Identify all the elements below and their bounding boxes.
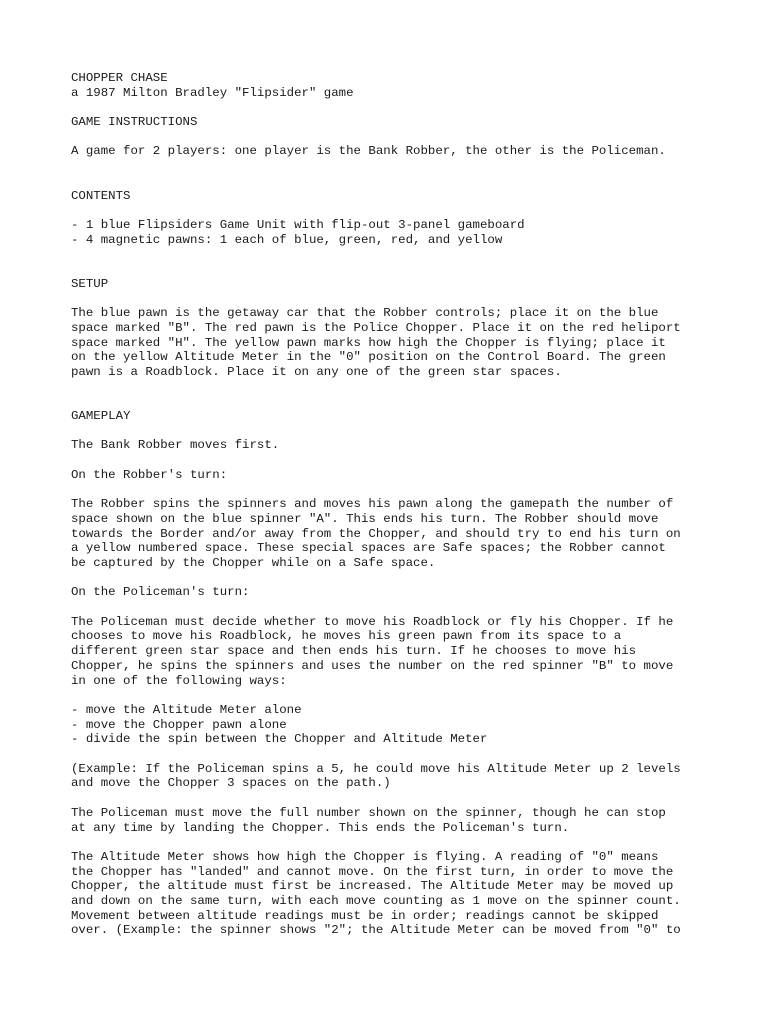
subheading-robber-turn: On the Robber's turn: (71, 467, 228, 482)
intro-text: A game for 2 players: one player is the Bank Robber, the other is the Policeman. (71, 144, 666, 159)
blank-line (71, 424, 711, 439)
altitude-meter-text: The Altitude Meter shows how high the Chopper is flying. A reading of "0" means (71, 849, 659, 864)
blank-line (71, 159, 711, 174)
setup-text: pawn is a Roadblock. Place it on any one of the green star spaces. (71, 364, 562, 379)
contents-item: - 1 blue Flipsiders Game Unit with flip-out 3-panel gameboard (71, 217, 525, 232)
heading-contents: CONTENTS (71, 188, 131, 203)
subheading-policeman-turn: On the Policeman's turn: (71, 585, 250, 600)
heading-gameplay: GAMEPLAY (71, 409, 131, 424)
blank-line (71, 688, 711, 703)
move-option-item: - move the Altitude Meter alone (71, 702, 302, 717)
blank-line (71, 130, 711, 145)
blank-line (71, 100, 711, 115)
contents-item: - 4 magnetic pawns: 1 each of blue, green, red, and yellow (71, 232, 503, 247)
blank-line (71, 380, 711, 395)
policeman-turn-text: chooses to move his Roadblock, he moves his green pawn from its space to a (71, 629, 622, 644)
move-option-item: - move the Chopper pawn alone (71, 717, 287, 732)
policeman-turn-text: different green star space and then ends his turn. If he chooses to move his (71, 644, 637, 659)
blank-line (71, 571, 711, 586)
robber-turn-text: be captured by the Chopper while on a Safe space. (71, 556, 436, 570)
blank-line (71, 835, 711, 850)
setup-text: space marked "B". The red pawn is the Police Chopper. Place it on the red heliport (71, 320, 681, 335)
altitude-meter-text: over. (Example: the spinner shows "2"; the Altitude Meter can be moved from "0" to (71, 923, 681, 938)
blank-line (71, 791, 711, 806)
blank-line (71, 747, 711, 762)
example-text: and move the Chopper 3 spaces on the path.) (71, 776, 391, 791)
policeman-turn-text: The Policeman must decide whether to move his Roadblock or fly his Chopper. If he (71, 614, 674, 629)
blank-line (71, 262, 711, 277)
heading-game-instructions: GAME INSTRUCTIONS (71, 115, 198, 130)
blank-line (71, 203, 711, 218)
gameplay-text: The Bank Robber moves first. (71, 438, 280, 453)
robber-turn-text: a yellow numbered space. These special spaces are Safe spaces; the Robber cannot (71, 541, 666, 556)
policeman-rule-text: at any time by landing the Chopper. This ends the Policeman's turn. (71, 820, 570, 835)
setup-text: on the yellow Altitude Meter in the "0" position on the Control Board. The green (71, 350, 666, 365)
blank-line (71, 483, 711, 498)
altitude-meter-text: Chopper, the altitude must first be increased. The Altitude Meter may be moved up (71, 879, 674, 894)
setup-text: The blue pawn is the getaway car that the Robber controls; place it on the blue (71, 306, 659, 321)
heading-setup: SETUP (71, 276, 109, 291)
altitude-meter-text: and down on the same turn, with each move counting as 1 move on the spinner count. (71, 894, 681, 909)
policeman-rule-text: The Policeman must move the full number shown on the spinner, though he can stop (71, 805, 666, 820)
blank-line (71, 174, 711, 189)
robber-turn-text: The Robber spins the spinners and moves his pawn along the gamepath the number of (71, 497, 674, 512)
blank-line (71, 247, 711, 262)
blank-line (71, 394, 711, 409)
document-subtitle: a 1987 Milton Bradley "Flipsider" game (71, 85, 354, 100)
altitude-meter-text: Movement between altitude readings must be in order; readings cannot be skipped (71, 908, 659, 923)
blank-line (71, 600, 711, 615)
blank-line (71, 291, 711, 306)
blank-line (71, 453, 711, 468)
robber-turn-text: towards the Border and/or away from the Chopper, and should try to end his turn on (71, 526, 681, 541)
policeman-turn-text: in one of the following ways: (71, 673, 287, 688)
policeman-turn-text: Chopper, he spins the spinners and uses the number on the red spinner "B" to move (71, 658, 674, 673)
document-title: CHOPPER CHASE (71, 71, 168, 85)
move-option-item: - divide the spin between the Chopper and Altitude Meter (71, 732, 488, 747)
altitude-meter-text: the Chopper has "landed" and cannot move. On the first turn, in order to move the (71, 864, 674, 879)
setup-text: space marked "H". The yellow pawn marks how high the Chopper is flying; place it (71, 335, 666, 350)
example-text: (Example: If the Policeman spins a 5, he could move his Altitude Meter up 2 levels (71, 761, 681, 776)
robber-turn-text: space shown on the blue spinner "A". This ends his turn. The Robber should move (71, 511, 659, 526)
document-page (71, 71, 711, 938)
